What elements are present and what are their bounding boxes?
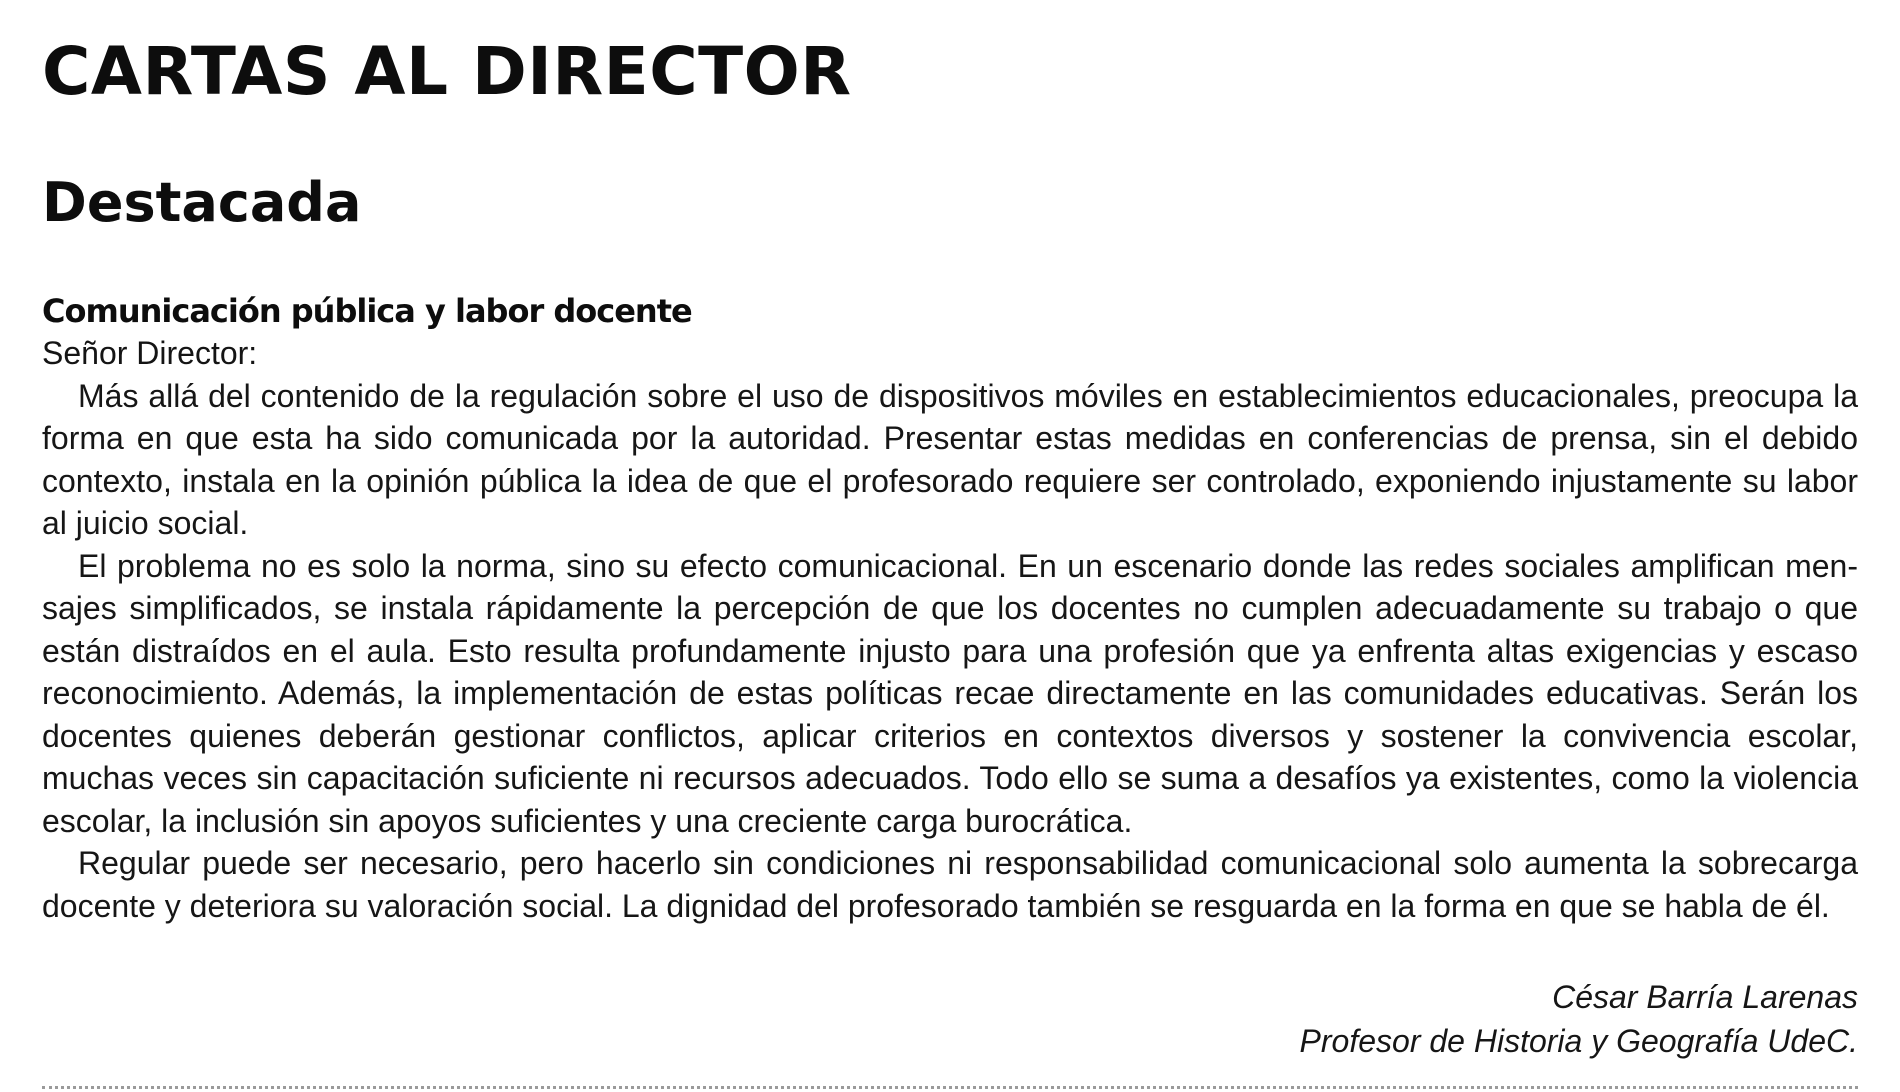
letter-paragraph-1: Más allá del contenido de la regulación sobre el uso de dispositivos móviles en establecimientos educacionales, preocupa la forma en que esta ha sido comunicada por la autoridad. Presentar estas medidas en conferencias de prensa, sin el debido contexto, instala en la opinión pública la idea de que el profesorado requiere ser controlado, exponiendo injustamente su labor al juicio social. <box>42 377 1858 541</box>
letter-article <box>42 290 1858 927</box>
author-name: César Barría Larenas <box>1552 979 1858 1015</box>
letter-paragraph-3: Regular puede ser necesario, pero hacerlo sin condiciones ni responsabilidad comunicacional solo aumenta la sobrecarga docente y deteriora su valoración social. La dignidad del profesorado también se resguarda en la forma en que se habla de él. <box>42 845 1858 924</box>
letter-salutation: Señor Director: <box>42 335 258 371</box>
letter-title: Comunicación pública y labor docente <box>42 292 692 330</box>
letters-page <box>42 0 1858 1092</box>
letter-signature <box>1300 975 1858 1063</box>
letter-paragraph-2: El problema no es solo la norma, sino su efecto comunicacional. En un escenario donde las redes sociales amplifican mensajes simplificados, se instala rápidamente la percepción de que los docentes no cumplen adecuadamente su trabajo o que están distraídos en el aula. Esto resulta profundamente injusto para una profesión que ya enfrenta altas exigencias y escaso reconocimiento. Además, la implementación de estas políticas recae directamente en las comunidades educativas. Serán los docentes quienes deberán gestionar conflictos, aplicar criterios en contextos diversos y sostener la convivencia escolar, muchas veces sin capacitación suficiente ni recursos adecuados. Todo ello se suma a desafíos ya existentes, como la violencia escolar, la inclusión sin apoyos suficientes y una creciente carga burocrática. <box>42 547 1858 839</box>
section-title: CARTAS AL DIRECTOR <box>42 33 852 110</box>
bottom-divider <box>42 1086 1858 1089</box>
author-role: Profesor de Historia y Geografía UdeC. <box>1299 1023 1858 1059</box>
featured-label: Destacada <box>42 171 362 234</box>
